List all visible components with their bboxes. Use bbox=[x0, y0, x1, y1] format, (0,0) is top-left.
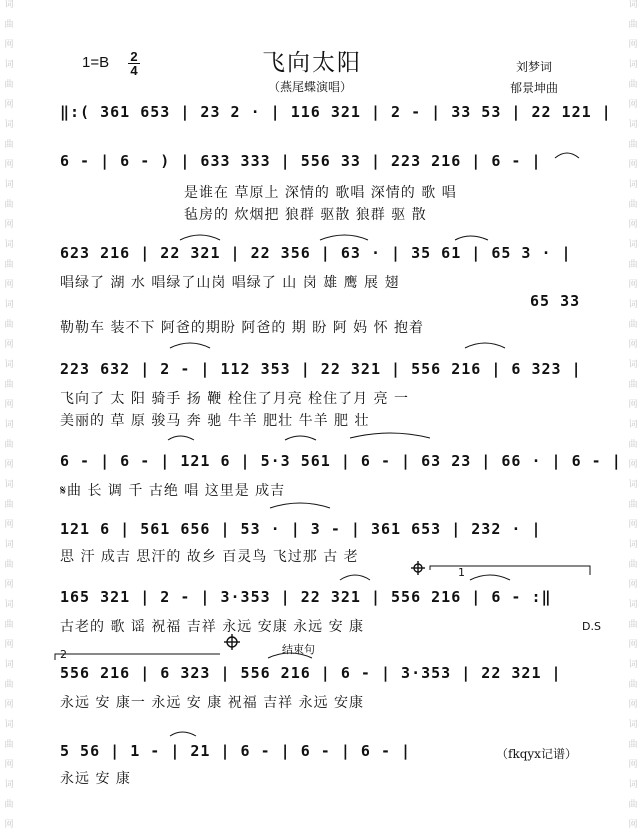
watermark-char: 网 bbox=[628, 220, 638, 230]
slur-mark bbox=[465, 343, 505, 348]
score-row-4-lyrics-verse-2: 美丽的 草 原 骏马 奔 驰 牛羊 肥壮 牛羊 肥 壮 bbox=[60, 413, 370, 429]
watermark-char: 词 bbox=[628, 780, 638, 790]
watermark-char: 曲 bbox=[628, 320, 638, 330]
watermark-char: 词 bbox=[4, 660, 14, 670]
slur-mark bbox=[340, 575, 370, 580]
watermark-char: 曲 bbox=[628, 680, 638, 690]
score-row-3-notes: 623 216 | 22 321 | 22 356 | 63 · | 35 61 | 65 3 · | bbox=[60, 244, 572, 262]
watermark-char: 词 bbox=[4, 480, 14, 490]
watermark-char: 词 bbox=[4, 420, 14, 430]
watermark-char: 曲 bbox=[4, 740, 14, 750]
watermark-char: 词 bbox=[628, 240, 638, 250]
slur-mark bbox=[270, 503, 330, 508]
watermark-char: 网 bbox=[628, 460, 638, 470]
volta-1-label: 1 bbox=[458, 566, 465, 579]
watermark-char: 词 bbox=[628, 600, 638, 610]
watermark-char: 曲 bbox=[4, 380, 14, 390]
slur-mark bbox=[555, 153, 579, 158]
transcriber-credit: （fkqyx记谱） bbox=[496, 747, 577, 761]
watermark-char: 网 bbox=[4, 460, 14, 470]
watermark-char: 词 bbox=[628, 0, 638, 10]
watermark-char: 网 bbox=[628, 40, 638, 50]
watermark-char: 网 bbox=[4, 580, 14, 590]
song-title: 飞向太阳 bbox=[262, 50, 362, 76]
watermark-char: 词 bbox=[628, 60, 638, 70]
lyricist: 刘梦词 bbox=[516, 60, 553, 74]
watermark-char: 曲 bbox=[628, 620, 638, 630]
score-row-6-notes: 121 6 | 561 656 | 53 · | 3 - | 361 653 | 232 · | bbox=[60, 520, 542, 538]
score-row-6-lyrics: 思 汗 成吉 思汗的 故乡 百灵鸟 飞过那 古 老 bbox=[60, 549, 359, 565]
watermark-char: 词 bbox=[4, 0, 14, 10]
score-row-9-notes: 5 56 | 1 - | 21 | 6 - | 6 - | 6 - | bbox=[60, 742, 412, 760]
score-row-3-alternate-notes: 65 33 bbox=[530, 292, 581, 310]
score-row-7-notes: 165 321 | 2 - | 3·353 | 22 321 | 556 216 | 6 - :‖ bbox=[60, 588, 552, 606]
watermark-char: 曲 bbox=[4, 80, 14, 90]
watermark-char: 网 bbox=[628, 820, 638, 830]
performer-note: （燕尾蝶演唱） bbox=[268, 80, 353, 94]
score-row-2-lyrics-verse-2: 毡房的 炊烟把 狼群 驱散 狼群 驱 散 bbox=[184, 207, 427, 223]
coda-label: 结束句 bbox=[282, 643, 315, 656]
score-row-8-notes: 556 216 | 6 323 | 556 216 | 6 - | 3·353 | 22 321 | bbox=[60, 664, 562, 682]
watermark-char: 网 bbox=[4, 700, 14, 710]
score-row-5-notes: 6 - | 6 - | 121 6 | 5·3 561 | 6 - | 63 23 | 66 · | 6 - | bbox=[60, 452, 622, 470]
key-signature: 1=B bbox=[82, 54, 110, 71]
watermark-char: 词 bbox=[4, 720, 14, 730]
time-signature-bottom: 4 bbox=[130, 63, 138, 78]
watermark-char: 词 bbox=[4, 300, 14, 310]
time-signature bbox=[127, 50, 141, 77]
score-row-2-lyrics-verse-1: 是谁在 草原上 深情的 歌唱 深情的 歌 唱 bbox=[184, 185, 457, 201]
volta-2-bracket bbox=[55, 654, 220, 660]
watermark-char: 网 bbox=[4, 640, 14, 650]
watermark-char: 词 bbox=[628, 180, 638, 190]
watermark-char: 曲 bbox=[628, 260, 638, 270]
watermark-char: 曲 bbox=[628, 380, 638, 390]
watermark-char: 曲 bbox=[4, 440, 14, 450]
watermark-char: 网 bbox=[4, 40, 14, 50]
watermark-char: 词 bbox=[628, 420, 638, 430]
watermark-char: 曲 bbox=[4, 680, 14, 690]
watermark-char: 网 bbox=[4, 340, 14, 350]
watermark-char: 网 bbox=[628, 160, 638, 170]
composer: 郁景坤曲 bbox=[510, 81, 559, 95]
watermark-char: 网 bbox=[628, 580, 638, 590]
watermark-char: 词 bbox=[4, 180, 14, 190]
slur-mark bbox=[170, 343, 210, 348]
watermark-char: 词 bbox=[628, 300, 638, 310]
watermark-char: 网 bbox=[4, 400, 14, 410]
score-row-4-notes: 223 632 | 2 - | 112 353 | 22 321 | 556 216 | 6 323 | bbox=[60, 360, 582, 378]
coda-sign bbox=[414, 564, 422, 572]
watermark-char: 曲 bbox=[4, 620, 14, 630]
watermark-char: 曲 bbox=[628, 20, 638, 30]
score-row-3-lyrics-verse-1: 唱绿了 湖 水 唱绿了山岗 唱绿了 山 岗 雄 鹰 展 翅 bbox=[60, 275, 400, 291]
score-row-1-notes: ‖:( 361 653 | 23 2 · | 116 321 | 2 - | 33 53 | 22 121 | bbox=[60, 103, 612, 121]
score-row-3-lyrics-verse-2: 勒勒车 装不下 阿爸的期盼 阿爸的 期 盼 阿 妈 怀 抱着 bbox=[60, 320, 425, 336]
score-row-8-lyrics: 永远 安 康一 永远 安 康 祝福 吉祥 永远 安康 bbox=[60, 695, 365, 711]
watermark-char: 曲 bbox=[628, 140, 638, 150]
watermark-char: 网 bbox=[4, 280, 14, 290]
watermark-char: 词 bbox=[4, 360, 14, 370]
watermark-char: 词 bbox=[4, 780, 14, 790]
watermark-char: 词 bbox=[628, 360, 638, 370]
watermark-char: 词 bbox=[628, 540, 638, 550]
watermark-char: 网 bbox=[4, 220, 14, 230]
watermark-char: 曲 bbox=[628, 500, 638, 510]
watermark-char: 词 bbox=[4, 60, 14, 70]
watermark-char: 词 bbox=[4, 540, 14, 550]
slur-mark bbox=[320, 235, 368, 240]
watermark-char: 网 bbox=[4, 520, 14, 530]
watermark-char: 曲 bbox=[4, 800, 14, 810]
watermark-char: 曲 bbox=[4, 20, 14, 30]
watermark-char: 词 bbox=[4, 600, 14, 610]
left-watermark-column bbox=[2, 0, 16, 834]
score-row-7-lyrics: 古老的 歌 谣 祝福 吉祥 永远 安康 永远 安 康 bbox=[60, 619, 365, 635]
volta-1-bracket bbox=[430, 566, 590, 575]
coda-sign bbox=[227, 637, 237, 647]
watermark-char: 网 bbox=[4, 100, 14, 110]
watermark-char: 曲 bbox=[628, 440, 638, 450]
watermark-char: 曲 bbox=[628, 560, 638, 570]
watermark-char: 网 bbox=[628, 100, 638, 110]
dal-segno-mark: D.S bbox=[582, 620, 601, 633]
watermark-char: 曲 bbox=[628, 200, 638, 210]
score-row-4-lyrics-verse-1: 飞向了 太 阳 骑手 扬 鞭 栓住了月亮 栓住了月 亮 一 bbox=[60, 391, 410, 407]
watermark-char: 网 bbox=[4, 760, 14, 770]
watermark-char: 词 bbox=[628, 480, 638, 490]
watermark-char: 曲 bbox=[4, 140, 14, 150]
slur-mark bbox=[455, 236, 488, 240]
watermark-char: 网 bbox=[628, 640, 638, 650]
score-row-9-lyrics: 永远 安 康 bbox=[60, 771, 131, 787]
watermark-char: 网 bbox=[628, 280, 638, 290]
watermark-char: 曲 bbox=[628, 740, 638, 750]
watermark-char: 曲 bbox=[628, 80, 638, 90]
watermark-char: 曲 bbox=[4, 560, 14, 570]
score-row-2-notes: 6 - | 6 - ) | 633 333 | 556 33 | 223 216 | 6 - | bbox=[60, 152, 542, 170]
watermark-char: 网 bbox=[628, 700, 638, 710]
slur-mark bbox=[170, 732, 196, 736]
watermark-char: 曲 bbox=[4, 200, 14, 210]
watermark-char: 网 bbox=[4, 160, 14, 170]
watermark-char: 网 bbox=[628, 340, 638, 350]
watermark-char: 词 bbox=[628, 660, 638, 670]
slur-mark bbox=[350, 433, 430, 438]
slur-mark bbox=[168, 436, 194, 440]
watermark-char: 曲 bbox=[628, 800, 638, 810]
time-signature-top: 2 bbox=[130, 49, 138, 64]
slur-mark bbox=[470, 575, 510, 580]
watermark-char: 网 bbox=[4, 820, 14, 830]
watermark-char: 词 bbox=[628, 720, 638, 730]
watermark-char: 曲 bbox=[4, 500, 14, 510]
volta-2-label: 2 bbox=[60, 648, 67, 661]
watermark-char: 网 bbox=[628, 760, 638, 770]
watermark-char: 曲 bbox=[4, 320, 14, 330]
watermark-char: 词 bbox=[4, 120, 14, 130]
watermark-char: 曲 bbox=[4, 260, 14, 270]
watermark-char: 词 bbox=[628, 120, 638, 130]
slur-mark bbox=[285, 436, 316, 440]
slur-mark bbox=[180, 235, 220, 240]
score-row-5-lyrics: 𝄋曲 长 调 千 古绝 唱 这里是 成吉 bbox=[60, 483, 286, 499]
right-watermark-column bbox=[626, 0, 640, 834]
watermark-char: 网 bbox=[628, 520, 638, 530]
watermark-char: 网 bbox=[628, 400, 638, 410]
watermark-char: 词 bbox=[4, 240, 14, 250]
